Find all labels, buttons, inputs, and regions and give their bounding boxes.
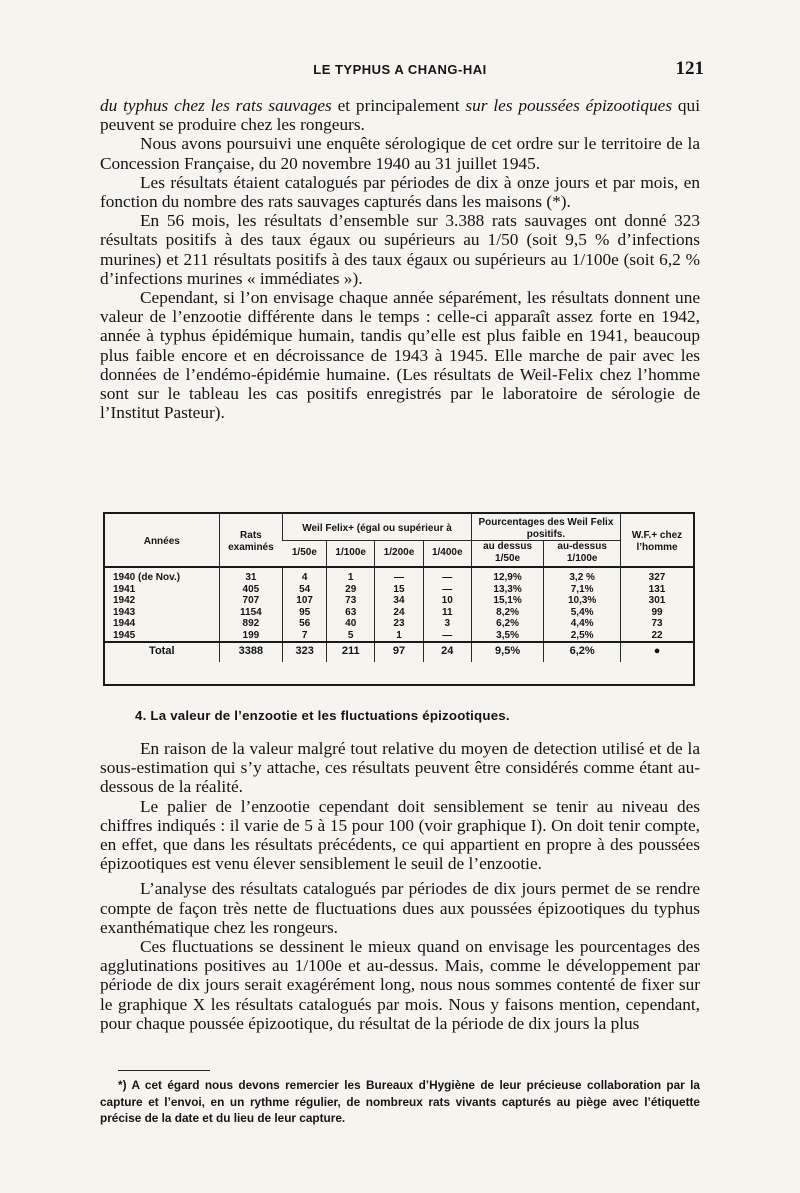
cell-c200: — [375,567,423,584]
cell-wf: 131 [621,584,693,596]
cell-c50: 95 [283,607,327,619]
table-total-row [105,642,693,662]
cell-c50: 56 [283,618,327,630]
cell-c100: 211 [327,642,375,662]
cell-c200: 24 [375,607,423,619]
cell-c100: 73 [327,595,375,607]
cell-rats: 892 [219,618,283,630]
cell-c400: — [423,567,471,584]
table-row [105,567,693,584]
cell-total-label: Total [105,642,219,662]
cell-c200: 23 [375,618,423,630]
section-paragraph-4: Ces fluctuations se dessinent le mieux quand on envisage les pourcentages des agglutinations positives au 1/100e et au-dessus. Mais, comme le développement par période de dix jours serait exagérément long, nous nous sommes contenté de fixer sur le graphique X les résultats catalogués par mois. Nous y faisons mention, cependant, pour chaque poussée épizootique, du résultat de la période de dix jours la plus [100,937,700,1033]
italic-phrase-1: du typhus chez les rats sauvages [100,96,332,115]
section-paragraph-2: Le palier de l’enzootie cependant doit sensiblement se tenir au niveau des chiffres indiqués : il varie de 5 à 15 pour 100 (voir graphique I). On doit tenir compte, en effet, que dans les résultats précédents, ce qui appartient en propre à des poussées épizootiques est venu élever sensiblement le seuil de l’enzootie. [100,796,700,874]
cell-p100: 6,2% [544,642,621,662]
cell-p50: 3,5% [471,630,543,643]
cell-annee: 1945 [113,629,136,641]
page-number: 121 [675,58,704,79]
cell-c400: — [423,584,471,596]
cell-rats: 31 [219,567,283,584]
table-row [105,618,693,630]
intro-text [100,96,700,422]
cell-c200: 97 [375,642,423,662]
cell-wf: 327 [621,567,693,584]
cell-c50: 54 [283,584,327,596]
cell-annee: 1944 [113,618,136,629]
cell-wf: 73 [621,618,693,630]
cell-p50: 8,2% [471,607,543,619]
header-pourcentages: Pourcentages des Weil Felix positifs. [471,514,620,541]
cell-c200: 15 [375,584,423,596]
text-run: qui peuvent se produire chez les rongeurs. [100,96,701,135]
cell-p50: 15,1% [471,595,543,607]
cell-p100: 5,4% [544,607,621,619]
cell-c200: 34 [375,595,423,607]
paragraph-2: Nous avons poursuivi une enquête sérologique de cet ordre sur le territoire de la Concession Française, du 20 novembre 1940 au 31 juillet 1945. [100,134,700,173]
header-1-400: 1/400e [423,541,471,568]
table-row [105,630,693,643]
section-heading: 4. La valeur de l’enzootie et les fluctuations épizootiques. [135,708,510,723]
cell-annee: 1942 [113,595,136,606]
table-row [105,607,693,619]
page-header [96,58,704,82]
cell-c50: 4 [283,567,327,584]
header-1-100: 1/100e [327,541,375,568]
section-paragraph-1: En raison de la valeur malgré tout relative du moyen de detection utilisé et de la sous-estimation qui s’y attache, ces résultats peuvent être considérés comme étant au-dessous de la réalité. [100,739,700,797]
cell-rats: 3388 [219,642,283,662]
cell-c400: 10 [423,595,471,607]
cell-rats: 707 [219,595,283,607]
running-title: LE TYPHUS A CHANG-HAI [313,62,487,77]
paragraph-5: Cependant, si l’on envisage chaque année séparément, les résultats donnent une valeur de l’enzootie différente dans le temps : celle-ci apparaît assez forte en 1942, année à typhus épidémique humain, tandis qu’elle est plus faible en 1941, beaucoup plus faible encore et en décroissance de 1943 à 1945. Elle marche de pair avec les données de l’endémo-épidémie humaine. (Les résultats de Weil-Felix chez l’homme sont sur le tableau les cas positifs enregistrés par le laboratoire de sérologie de l’Institut Pasteur). [100,288,700,423]
cell-p50: 6,2% [471,618,543,630]
cell-c50: 7 [283,630,327,643]
header-wf-homme: W.F.+ chez l’homme [621,514,693,567]
cell-c400: — [423,630,471,643]
cell-annee: 1940 (de Nov.) [105,567,219,584]
cell-p100: 7,1% [544,584,621,596]
cell-c100: 40 [327,618,375,630]
section-4-text [100,739,700,1033]
section-paragraph-3: L’analyse des résultats catalogués par périodes de dix jours permet de se rendre compte de façon très nette de fluctuations dues aux poussées épizootiques du typhus exanthématique chez les rongeurs. [100,879,700,937]
cell-c100: 63 [327,607,375,619]
paragraph-3: Les résultats étaient catalogués par périodes de dix à onze jours et par mois, en fonction du nombre des rats sauvages capturés dans les maisons (*). [100,172,700,212]
header-pct-50: au dessus 1/50e [471,541,543,568]
header-pct-100: au-dessus 1/100e [544,541,621,568]
footnote-divider [118,1070,210,1071]
cell-p100: 3,2 % [544,567,621,584]
header-1-200: 1/200e [375,541,423,568]
cell-p100: 10,3% [544,595,621,607]
cell-wf: 99 [621,607,693,619]
cell-annee: 1943 [113,606,136,618]
cell-c200: 1 [375,630,423,643]
cell-wf: 301 [621,595,693,607]
cell-c100: 5 [327,630,375,643]
cell-rats: 1154 [219,607,283,619]
cell-c50: 107 [283,595,327,607]
cell-p100: 2,5% [544,630,621,643]
paragraph-4: En 56 mois, les résultats d’ensemble sur 3.388 rats sauvages ont donné 323 résultats positifs à des taux égaux ou supérieurs au 1/50 (soit 9,5 % d’infections murines) et 211 résultats positifs à des taux égaux ou supérieurs au 1/100e (soit 6,2 % d’infections murines « immédiates »). [100,211,700,288]
cell-c400: 24 [423,642,471,662]
cell-rats: 405 [219,584,283,596]
header-weil-felix: Weil Felix+ (égal ou supérieur à [283,514,472,541]
cell-c100: 29 [327,584,375,596]
cell-p50: 12,9% [471,567,543,584]
header-rats: Rats examinés [219,514,283,567]
cell-wf: ● [621,642,693,662]
cell-p50: 9,5% [471,642,543,662]
footnote-text: *) A cet égard nous devons remercier les Bureaux d’Hygiène de leur précieuse collaboration par la capture et l’envoi, en un rythme régulier, de nombreux rats vivants capturés au piège avec l’étiquette précise de la date et du lieu de leur capture. [100,1078,700,1125]
cell-c400: 3 [423,618,471,630]
text-run: et principalement [331,96,466,115]
cell-c100: 1 [327,567,375,584]
table-row [105,595,693,607]
cell-p50: 13,3% [471,584,543,596]
results-table [103,512,695,686]
cell-wf: 22 [621,630,693,643]
header-annees: Années [143,535,180,547]
header-1-50: 1/50e [283,541,327,568]
cell-c50: 323 [283,642,327,662]
cell-p100: 4,4% [544,618,621,630]
cell-rats: 199 [219,630,283,643]
italic-phrase-2: sur les poussées épizootiques [465,96,673,115]
cell-annee: 1941 [113,583,136,595]
paragraph-1 [100,96,700,134]
table-row [105,584,693,596]
footnote [100,1077,700,1127]
cell-c400: 11 [423,607,471,619]
